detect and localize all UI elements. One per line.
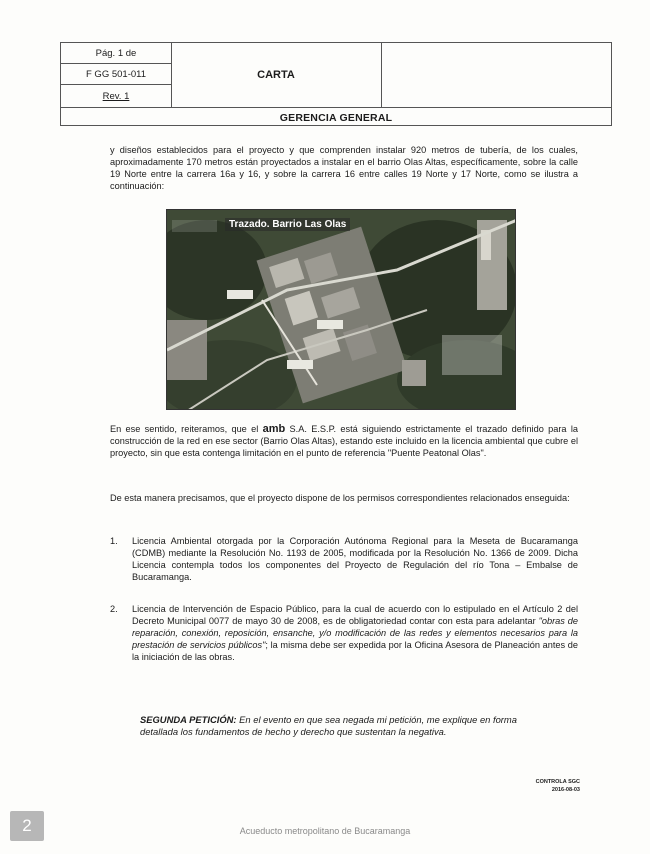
list-item-public-space-license — [132, 603, 578, 663]
license-quoted-text: "obras de reparación, conexión, reposición, ensanche, y/o modificación de las redes y elementos necesarios para la prestación de servicios públicos" — [132, 616, 578, 651]
document-code-cell: F GG 501-011 — [61, 64, 171, 85]
stamp-line-2: 2016-08-03 — [551, 787, 580, 793]
list-item-environmental-license: Licencia Ambiental otorgada por la Corporación Autónoma Regional para la Meseta de Bucaramanga (CDMB) mediante la Resolución No. 1193 de 2005, modificada por la Resolución No. 1366 de 2009. Dicha Licencia contempla todos los componentes del Proyecto de Regulación del río Tona – Embalse de Bucaramanga. — [132, 536, 578, 583]
footer-organization: Acueducto metropolitano de Bucaramanga — [239, 826, 411, 836]
second-petition — [140, 714, 550, 739]
intro-paragraph: y diseños establecidos para el proyecto y que comprenden instalar 920 metros de tubería, de los cuales, aproximadamente 170 metros están proyectados a instalar en el barrio Olas Altas, específicamente, sobre la calle 19 Norte entre la carrera 16a y 16, y sobre la carrera 16 entre calles 19 Norte y 17 Norte, como se ilustra a continuación: — [110, 145, 578, 192]
page-count-cell: Pág. 1 de — [61, 43, 171, 64]
stamp-line-1: CONTROLA SGC — [535, 779, 580, 785]
compliance-text-before: En ese sentido, reiteramos, que el — [110, 424, 259, 434]
document-header-table — [60, 42, 612, 126]
revision-cell: Rev. 1 — [102, 90, 130, 102]
compliance-text-after: S.A. E.S.P. está siguiendo estrictamente el trazado definido para la construcción de la red en ese sector (Barrio Olas Altas), estando este incluido en la licencia ambiental que cubre el proyecto, sin que esta contenga limitación en el punto de referencia "Puente Peatonal Olas". — [110, 424, 578, 459]
company-name: amb — [262, 423, 286, 435]
petition-text: En el evento en que sea negada mi petición, me explique en forma detallada los fundamentos de hecho y derecho que sustentan la negativa. — [140, 714, 517, 738]
document-type-cell: CARTA — [171, 43, 382, 107]
header-meta-column — [61, 43, 172, 107]
quality-control-stamp — [536, 778, 580, 794]
aerial-route-photo — [166, 209, 516, 410]
license-text-after: ; la misma debe ser expedida por la Oficina Asesora de Planeación antes de la iniciación de las obras. — [132, 640, 579, 663]
department-cell: GERENCIA GENERAL — [61, 107, 611, 127]
license-text-before: Licencia de Intervención de Espacio Público, para la cual de acuerdo con lo estipulado en el Artículo 2 del Decreto Municipal 0077 de mayo 30 de 2008, es de obligatoriedad contar con esta para adelantar — [132, 604, 578, 627]
petition-title: SEGUNDA PETICIÓN: — [140, 714, 237, 725]
photo-label: Trazado. Barrio Las Olas — [225, 218, 350, 231]
page-number-badge: 2 — [10, 811, 44, 841]
permits-intro-paragraph: De esta manera precisamos, que el proyecto dispone de los permisos correspondientes relacionados enseguida: — [110, 493, 570, 503]
list-number-2: 2. — [110, 604, 118, 614]
compliance-paragraph — [110, 423, 578, 459]
aerial-map-image — [167, 210, 516, 410]
list-number-1: 1. — [110, 536, 118, 546]
